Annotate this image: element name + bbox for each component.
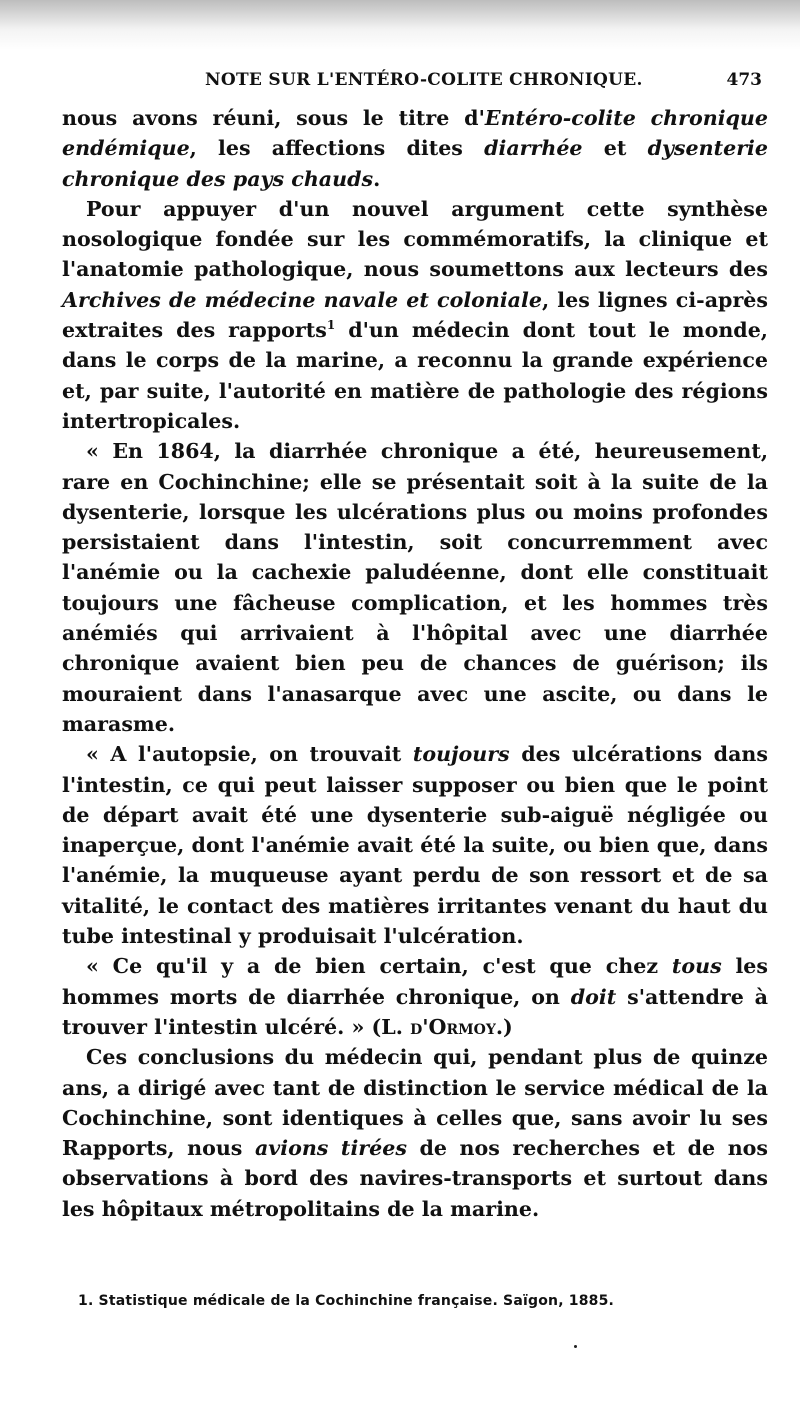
text-run: . <box>373 166 381 191</box>
italic-run: avions tirées <box>254 1136 407 1161</box>
body-text <box>62 103 768 1224</box>
page-number: 473 <box>726 70 762 90</box>
italic-run: dysenterie chronique des pays chauds <box>62 136 768 191</box>
running-title: NOTE SUR L'ENTÉRO-COLITE CHRONIQUE. <box>205 70 643 90</box>
text-run: de nos recherches et de nos observations à bord des navires-transports et surtout dans les hôpitaux métropolitains de la marine. <box>62 1136 768 1221</box>
italic-run: doit <box>570 984 617 1009</box>
italic-run: diarrhée <box>484 136 583 161</box>
text-run: « Ce qu'il y a de bien certain, c'est que chez <box>86 954 672 979</box>
page-header <box>62 70 762 98</box>
text-run: Pour appuyer d'un nouvel argument cette synthèse nosologique fondée sur les commémoratifs, la clinique et l'anatomie pathologique, nous soumettons aux lecteurs des <box>62 196 768 282</box>
italic-run: tous <box>671 954 722 979</box>
text-run: nous avons réuni, sous le titre d' <box>62 106 485 130</box>
text-run: , les affections dites <box>189 136 485 161</box>
paragraph-4 <box>62 739 768 951</box>
text-run: d'un médecin dont tout le monde, dans le corps de la marine, a reconnu la grande expérience et, par suite, l'autorité en matière de pathologie des régions intertropicales. <box>62 318 768 433</box>
author-name: d'Ormoy <box>410 1014 496 1039</box>
text-run: , les lignes ci-après extraites des rapports <box>62 287 768 343</box>
paragraph-5 <box>62 951 768 1042</box>
paragraph-6 <box>62 1042 768 1224</box>
italic-run: Archives de médecine navale et coloniale <box>62 287 542 312</box>
text-run: les hommes morts de diarrhée chronique, on <box>62 954 768 1009</box>
italic-run: Entéro-colite chronique endémique <box>62 106 768 161</box>
scan-speck <box>574 1345 577 1348</box>
paragraph-2 <box>62 194 768 436</box>
italic-run: toujours <box>412 742 510 767</box>
text-run: s'attendre à trouver l'intestin ulcéré. » (L. <box>62 984 768 1039</box>
footnote-marker: 1 <box>326 318 336 333</box>
text-run: « A l'autopsie, on trouvait <box>86 742 413 767</box>
text-run: Ces conclusions du médecin qui, pendant plus de quinze ans, a dirigé avec tant de distinction le service médical de la Cochinchine, sont identiques à celles que, sans avoir lu ses Rapports, nous <box>62 1045 768 1161</box>
scan-edge-shadow <box>0 0 800 50</box>
text-run: .) <box>495 1014 513 1039</box>
text-run: et <box>582 136 648 161</box>
footnote: 1. Statistique médicale de la Cochinchine française. Saïgon, 1885. <box>78 1293 615 1309</box>
paragraph-3: « En 1864, la diarrhée chronique a été, heureusement, rare en Cochinchine; elle se présentait soit à la suite de la dysenterie, lorsque les ulcérations plus ou moins profondes persistaient dans l'intestin, soit concurremment avec l'anémie ou la cachexie paludéenne, dont elle constituait toujours une fâcheuse complication, et les hommes très anémiés qui arrivaient à l'hôpital avec une diarrhée chronique avaient bien peu de chances de guérison; ils mouraient dans l'anasarque avec une ascite, ou dans le marasme. <box>62 439 768 736</box>
text-run: des ulcérations dans l'intestin, ce qui peut laisser supposer ou bien que le point de départ avait été une dysenterie sub-aiguë négligée ou inaperçue, dont l'anémie avait été la suite, ou bien que, dans l'anémie, la muqueuse ayant perdu de son ressort et de sa vitalité, le contact des matières irritantes venant du haut du tube intestinal y produisait l'ulcération. <box>62 742 768 949</box>
paragraph-1 <box>62 103 768 194</box>
